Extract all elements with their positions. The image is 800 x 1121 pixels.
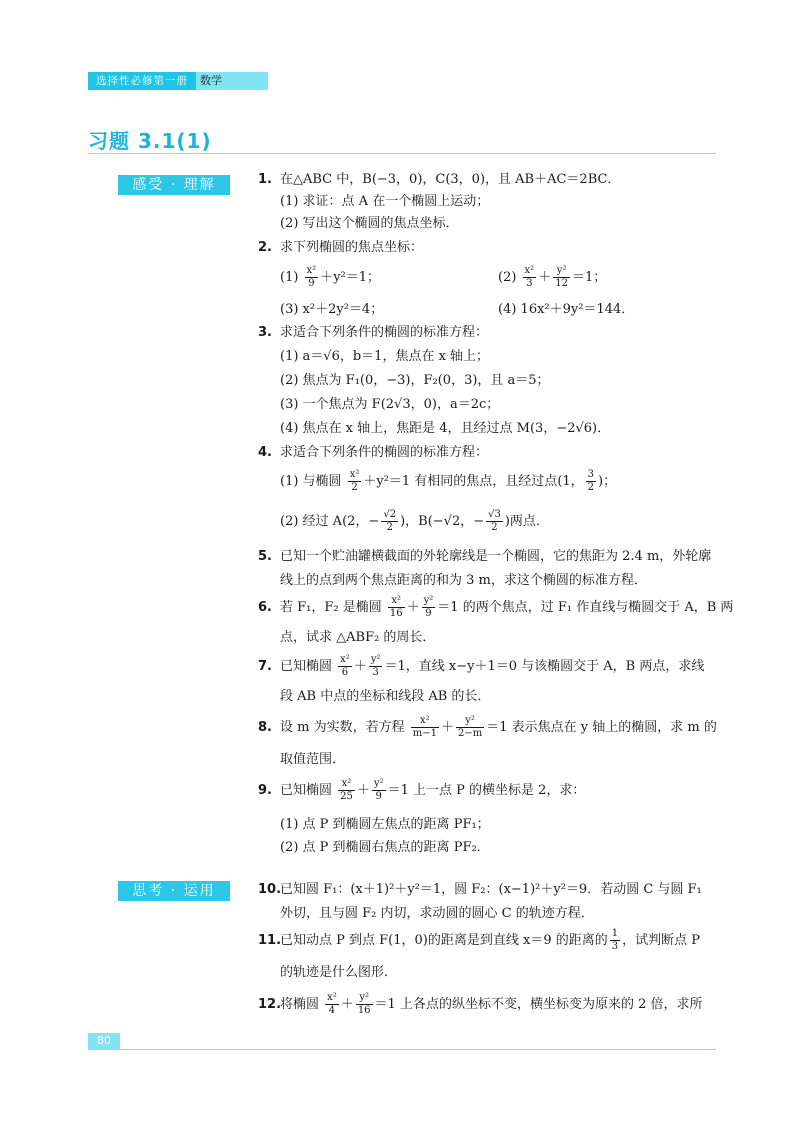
running-header	[88, 72, 268, 90]
problem-6: 6. 若 F₁，F₂ 是椭圆 $\frac{\text{x²}}{16}$ ＋ $\frac{\text{y²}}{9}$ ＝1 的两个焦点，过 F₁ 作直线与椭圆交于 A，B 两	[258, 595, 734, 619]
problem-7: 7. 已知椭圆 $\frac{\text{x²}}{6}$ ＋ $\frac{\text{y²}}{3}$ ＝1，直线 x−y＋1＝0 与该椭圆交于 A，B 两点，求线	[258, 654, 705, 678]
problem-1: 1. 在△ABC 中，B(−3，0)，C(3，0)，且 AB＋AC＝2BC．	[258, 172, 621, 187]
problem-10-cont: 外切，且与圆 F₂ 内切，求动圆的圆心 C 的轨迹方程．	[280, 906, 594, 921]
problem-1-part-2: (2) 写出这个椭圆的焦点坐标．	[280, 216, 459, 231]
category-think-tag: 思考 · 运用	[118, 881, 230, 901]
page-number: 80	[88, 1033, 120, 1049]
problem-3-part-3: (3) 一个焦点为 F(2√3，0)，a＝2c；	[280, 397, 500, 412]
problem-4-part-2: (2) 经过 A(2，− $\frac{√2}{2}$ )，B(−√2，− $\frac{√3}{2}$ )两点．	[280, 509, 549, 533]
problem-2-parts-row-2: (3) x²＋2y²＝4； (4) 16x²＋9y²＝144．	[280, 302, 635, 317]
footer-divider	[88, 1049, 716, 1050]
problem-8: 8. 设 m 为实数，若方程 $\frac{\text{x²}}{m-1}$ ＋ $\frac{\text{y²}}{2-m}$ ＝1 表示焦点在 y 轴上的椭圆，求 m 的	[258, 715, 717, 739]
problem-3-part-1: (1) a＝√6，b＝1，焦点在 x 轴上；	[280, 349, 490, 364]
problem-3-part-2: (2) 焦点为 F₁(0，−3)，F₂(0，3)，且 a＝5；	[280, 373, 550, 388]
problem-5: 5. 已知一个贮油罐横截面的外轮廓线是一个椭圆，它的焦距为 2.4 m，外轮廓	[258, 549, 712, 564]
problem-4-part-1: (1) 与椭圆 $\frac{\text{x²}}{2}$ ＋y²＝1 有相同的焦点，且经过点(1， $\frac{3}{2}$ )；	[280, 469, 617, 493]
problem-10: 10.已知圆 F₁：(x＋1)²＋y²＝1，圆 F₂：(x−1)²＋y²＝9．若动圆 C 与圆 F₁	[258, 882, 702, 897]
subject-label: 数学	[200, 74, 222, 87]
problem-6-cont: 点，试求 △ABF₂ 的周长．	[280, 630, 436, 645]
book-title: 选择性必修第一册	[88, 72, 196, 90]
problem-2-parts-row-1: (1) $\frac{\text{x²}}{9}$ ＋y²＝1； (2) $\frac{\text{x²}}{3}$ ＋ $\frac{\text{y²}}{12}$ ＝1；	[280, 265, 607, 289]
problem-9: 9. 已知椭圆 $\frac{\text{x²}}{25}$ ＋ $\frac{\text{y²}}{9}$ ＝1 上一点 P 的横坐标是 2，求：	[258, 778, 586, 802]
problem-4: 4. 求适合下列条件的椭圆的标准方程：	[258, 445, 489, 460]
problem-7-cont: 段 AB 中点的坐标和线段 AB 的长．	[280, 689, 491, 704]
problem-2: 2. 求下列椭圆的焦点坐标：	[258, 240, 424, 255]
problem-11-cont: 的轨迹是什么图形．	[280, 965, 398, 980]
problem-3: 3. 求适合下列条件的椭圆的标准方程：	[258, 325, 489, 340]
problem-1-part-1: (1) 求证：点 A 在一个椭圆上运动；	[280, 194, 490, 209]
section-title: 习题 3.1(1)	[88, 129, 212, 153]
problem-11: 11.已知动点 P 到点 F(1，0)的距离是到直线 x＝9 的距离的 $\frac{1}{3}$ ，试判断点 P	[258, 928, 700, 952]
title-divider	[88, 153, 716, 154]
problem-3-part-4: (4) 焦点在 x 轴上，焦距是 4，且经过点 M(3，−2√6)．	[280, 421, 611, 436]
problem-9-part-2: (2) 点 P 到椭圆右焦点的距离 PF₂．	[280, 840, 490, 855]
problem-12: 12.将椭圆 $\frac{\text{x²}}{4}$ ＋ $\frac{\text{y²}}{16}$ ＝1 上各点的纵坐标不变，横坐标变为原来的 2 倍，求所	[258, 992, 703, 1016]
problem-9-part-1: (1) 点 P 到椭圆左焦点的距离 PF₁；	[280, 817, 490, 832]
problem-5-cont: 线上的点到两个焦点距离的和为 3 m，求这个椭圆的标准方程．	[280, 573, 647, 588]
category-understand-tag: 感受 · 理解	[118, 175, 230, 195]
problem-8-cont: 取值范围．	[280, 752, 346, 767]
